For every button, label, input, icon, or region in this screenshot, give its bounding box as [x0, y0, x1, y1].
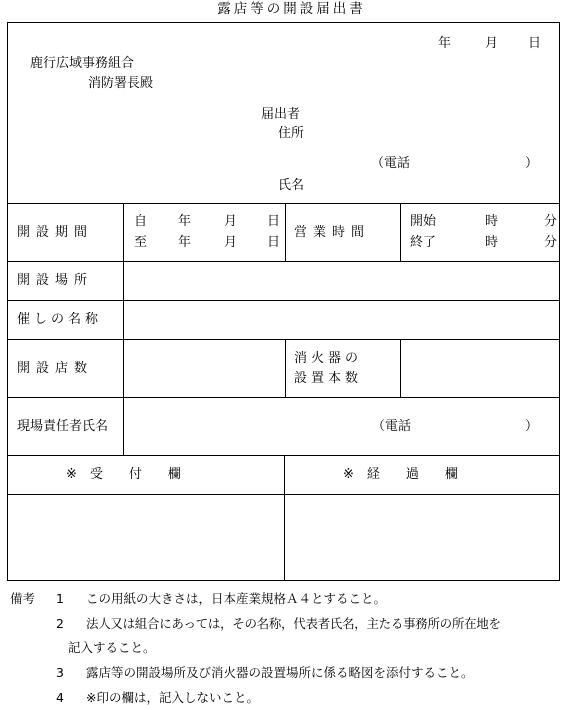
rule — [8, 203, 559, 204]
manager-phone-close: ） — [525, 419, 539, 434]
applicant-label: 届出者 — [261, 107, 301, 122]
rule — [8, 339, 559, 340]
rule — [8, 397, 559, 398]
period-label: 開設期間 — [17, 225, 94, 240]
hours-end-minute: 分 — [544, 235, 558, 250]
site-manager-label: 現場責任者氏名 — [17, 419, 109, 434]
note-text-continued: 記入すること。 — [68, 640, 156, 655]
manager-phone-open: （電話 — [372, 419, 412, 434]
note-text: 法人又は組合にあっては，その名称，代表者氏名，主たる事務所の所在地を — [86, 616, 501, 631]
period-from-month: 月 — [224, 214, 238, 229]
note-number: 1 — [56, 591, 64, 606]
address-label: 住所 — [278, 126, 305, 141]
remarks-label: 備考 — [10, 591, 36, 606]
location-label: 開設場所 — [17, 273, 94, 288]
period-to-month: 月 — [224, 235, 238, 250]
date-month: 月 — [485, 36, 499, 51]
form-title: 露店等の開設届出書 — [217, 1, 366, 17]
rule — [400, 203, 401, 261]
name-label: 氏名 — [278, 178, 305, 193]
event-name-label: 催しの名称 — [17, 312, 103, 327]
extinguisher-label-line2: 設置本数 — [294, 371, 363, 386]
hours-end-label: 終了 — [410, 235, 437, 250]
period-from-day: 日 — [267, 214, 281, 229]
date-year: 年 — [438, 36, 452, 51]
hours-end-hour: 時 — [485, 235, 499, 250]
date-day: 日 — [528, 36, 542, 51]
addressee-org: 鹿行広域事務組合 — [30, 56, 135, 71]
note-number: 3 — [56, 665, 64, 680]
reception-label: ※ 受 付 欄 — [66, 467, 181, 482]
hours-start-minute: 分 — [544, 214, 558, 229]
progress-label: ※ 経 過 欄 — [343, 467, 458, 482]
applicant-phone-close: ） — [525, 156, 539, 171]
hours-start-label: 開始 — [410, 214, 437, 229]
note-text: 露店等の開設場所及び消火器の設置場所に係る略図を添付すること。 — [86, 665, 474, 680]
period-from: 自 — [134, 214, 148, 229]
rule — [285, 203, 286, 261]
period-to: 至 — [134, 235, 148, 250]
period-to-day: 日 — [267, 235, 281, 250]
extinguisher-label-line1: 消火器の — [294, 351, 363, 366]
rule — [123, 261, 124, 455]
applicant-phone-open: （電話 — [371, 156, 411, 171]
note-number: 2 — [56, 616, 64, 631]
business-hours-label: 営業時間 — [294, 225, 371, 240]
period-from-year: 年 — [178, 214, 192, 229]
addressee-title: 消防署長殿 — [88, 76, 154, 91]
form-table — [7, 22, 560, 581]
note-text: この用紙の大きさは，日本産業規格Ａ４とすること。 — [86, 591, 387, 606]
note-number: 4 — [56, 690, 64, 705]
period-to-year: 年 — [178, 235, 192, 250]
rule — [8, 261, 559, 262]
rule — [284, 455, 285, 581]
rule — [123, 203, 124, 261]
rule — [400, 339, 401, 397]
rule — [8, 300, 559, 301]
rule — [285, 339, 286, 397]
shop-count-label: 開設店数 — [17, 361, 94, 376]
hours-start-hour: 時 — [485, 214, 499, 229]
note-text: ※印の欄は，記入しないこと。 — [86, 690, 259, 705]
